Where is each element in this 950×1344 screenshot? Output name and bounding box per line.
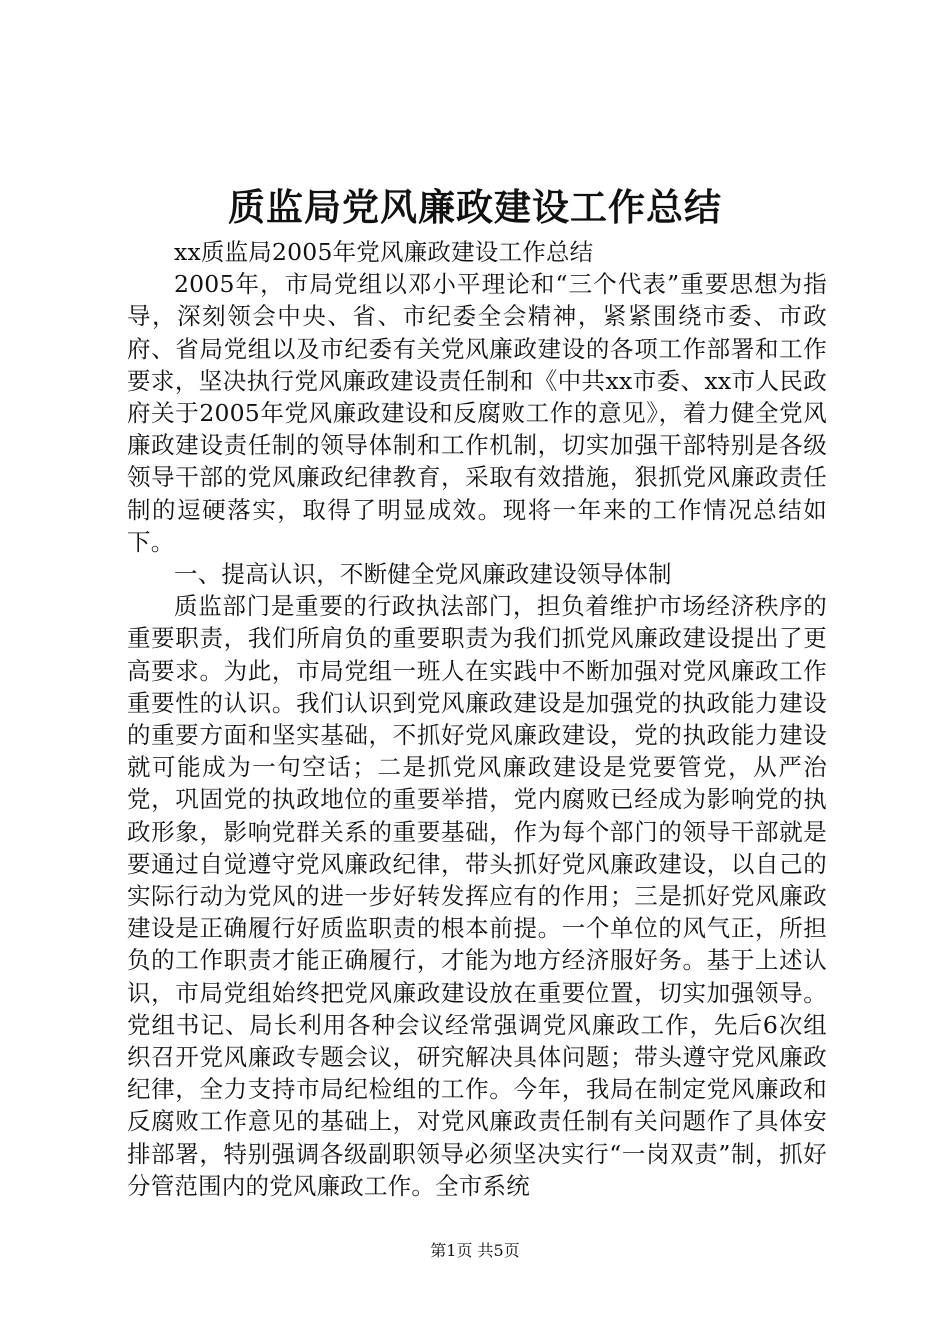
section-1-paragraph: 质监部门是重要的行政执法部门，担负着维护市场经济秩序的重要职责，我们所肩负的重要职责为我们抓党风廉政建设提出了更高要求。为此，市局党组一班人在实践中不断加强对党风廉政工作重要性的认识。我们认识到党风廉政建设是加强党的执政能力建设的重要方面和坚实基础，不抓好党风廉政建设，党的执政能力建设就可能成为一句空话；二是抓党风廉政建设是党要管党，从严治党，巩固党的执政地位的重要举措，党内腐败已经成为影响党的执政形象，影响党群关系的重要基础，作为每个部门的领导干部就是要通过自觉遵守党风廉政纪律，带头抓好党风廉政建设，以自己的实际行动为党风的进一步好转发挥应有的作用；三是抓好党风廉政建设是正确履行好质监职责的根本前提。一个单位的风气正，所担负的工作职责才能正确履行，才能为地方经济服好务。基于上述认识，市局党组始终把党风廉政建设放在重要位置，切实加强领导。党组书记、局长利用各种会议经常强调党风廉政工作，先后6次组织召开党风廉政专题会议，研究解决具体问题；带头遵守党风廉政纪律，全力支持市局纪检组的工作。今年，我局在制定党风廉政和反腐败工作意见的基础上，对党风廉政责任制有关问题作了具体安排部署，特别强调各级副职领导必须坚决实行“一岗双责”制，抓好分管范围内的党风廉政工作。全市系统 [127, 592, 827, 1200]
page-footer: 第1页 共5页 [430, 1241, 520, 1260]
document-body [127, 236, 827, 1202]
section-heading-1: 一、提高认识，不断健全党风廉政建设领导体制 [174, 560, 672, 589]
subtitle-paragraph: xx质监局2005年党风廉政建设工作总结 [174, 238, 594, 266]
document-title: 质监局党风廉政建设工作总结 [228, 185, 722, 229]
intro-paragraph: 2005年，市局党组以邓小平理论和“三个代表”重要思想为指导，深刻领会中央、省、市纪委全会精神，紧紧围绕市委、市政府、省局党组以及市纪委有关党风廉政建设的各项工作部署和工作要求，坚决执行党风廉政建设责任制和《中共xx市委、xx市人民政府关于2005年党风廉政建设和反腐败工作的意见》，着力健全党风廉政建设责任制的领导体制和工作机制，切实加强干部特别是各级领导干部的党风廉政纪律教育，采取有效措施，狠抓党风廉政责任制的逗硬落实，取得了明显成效。现将一年来的工作情况总结如下。 [127, 270, 827, 556]
